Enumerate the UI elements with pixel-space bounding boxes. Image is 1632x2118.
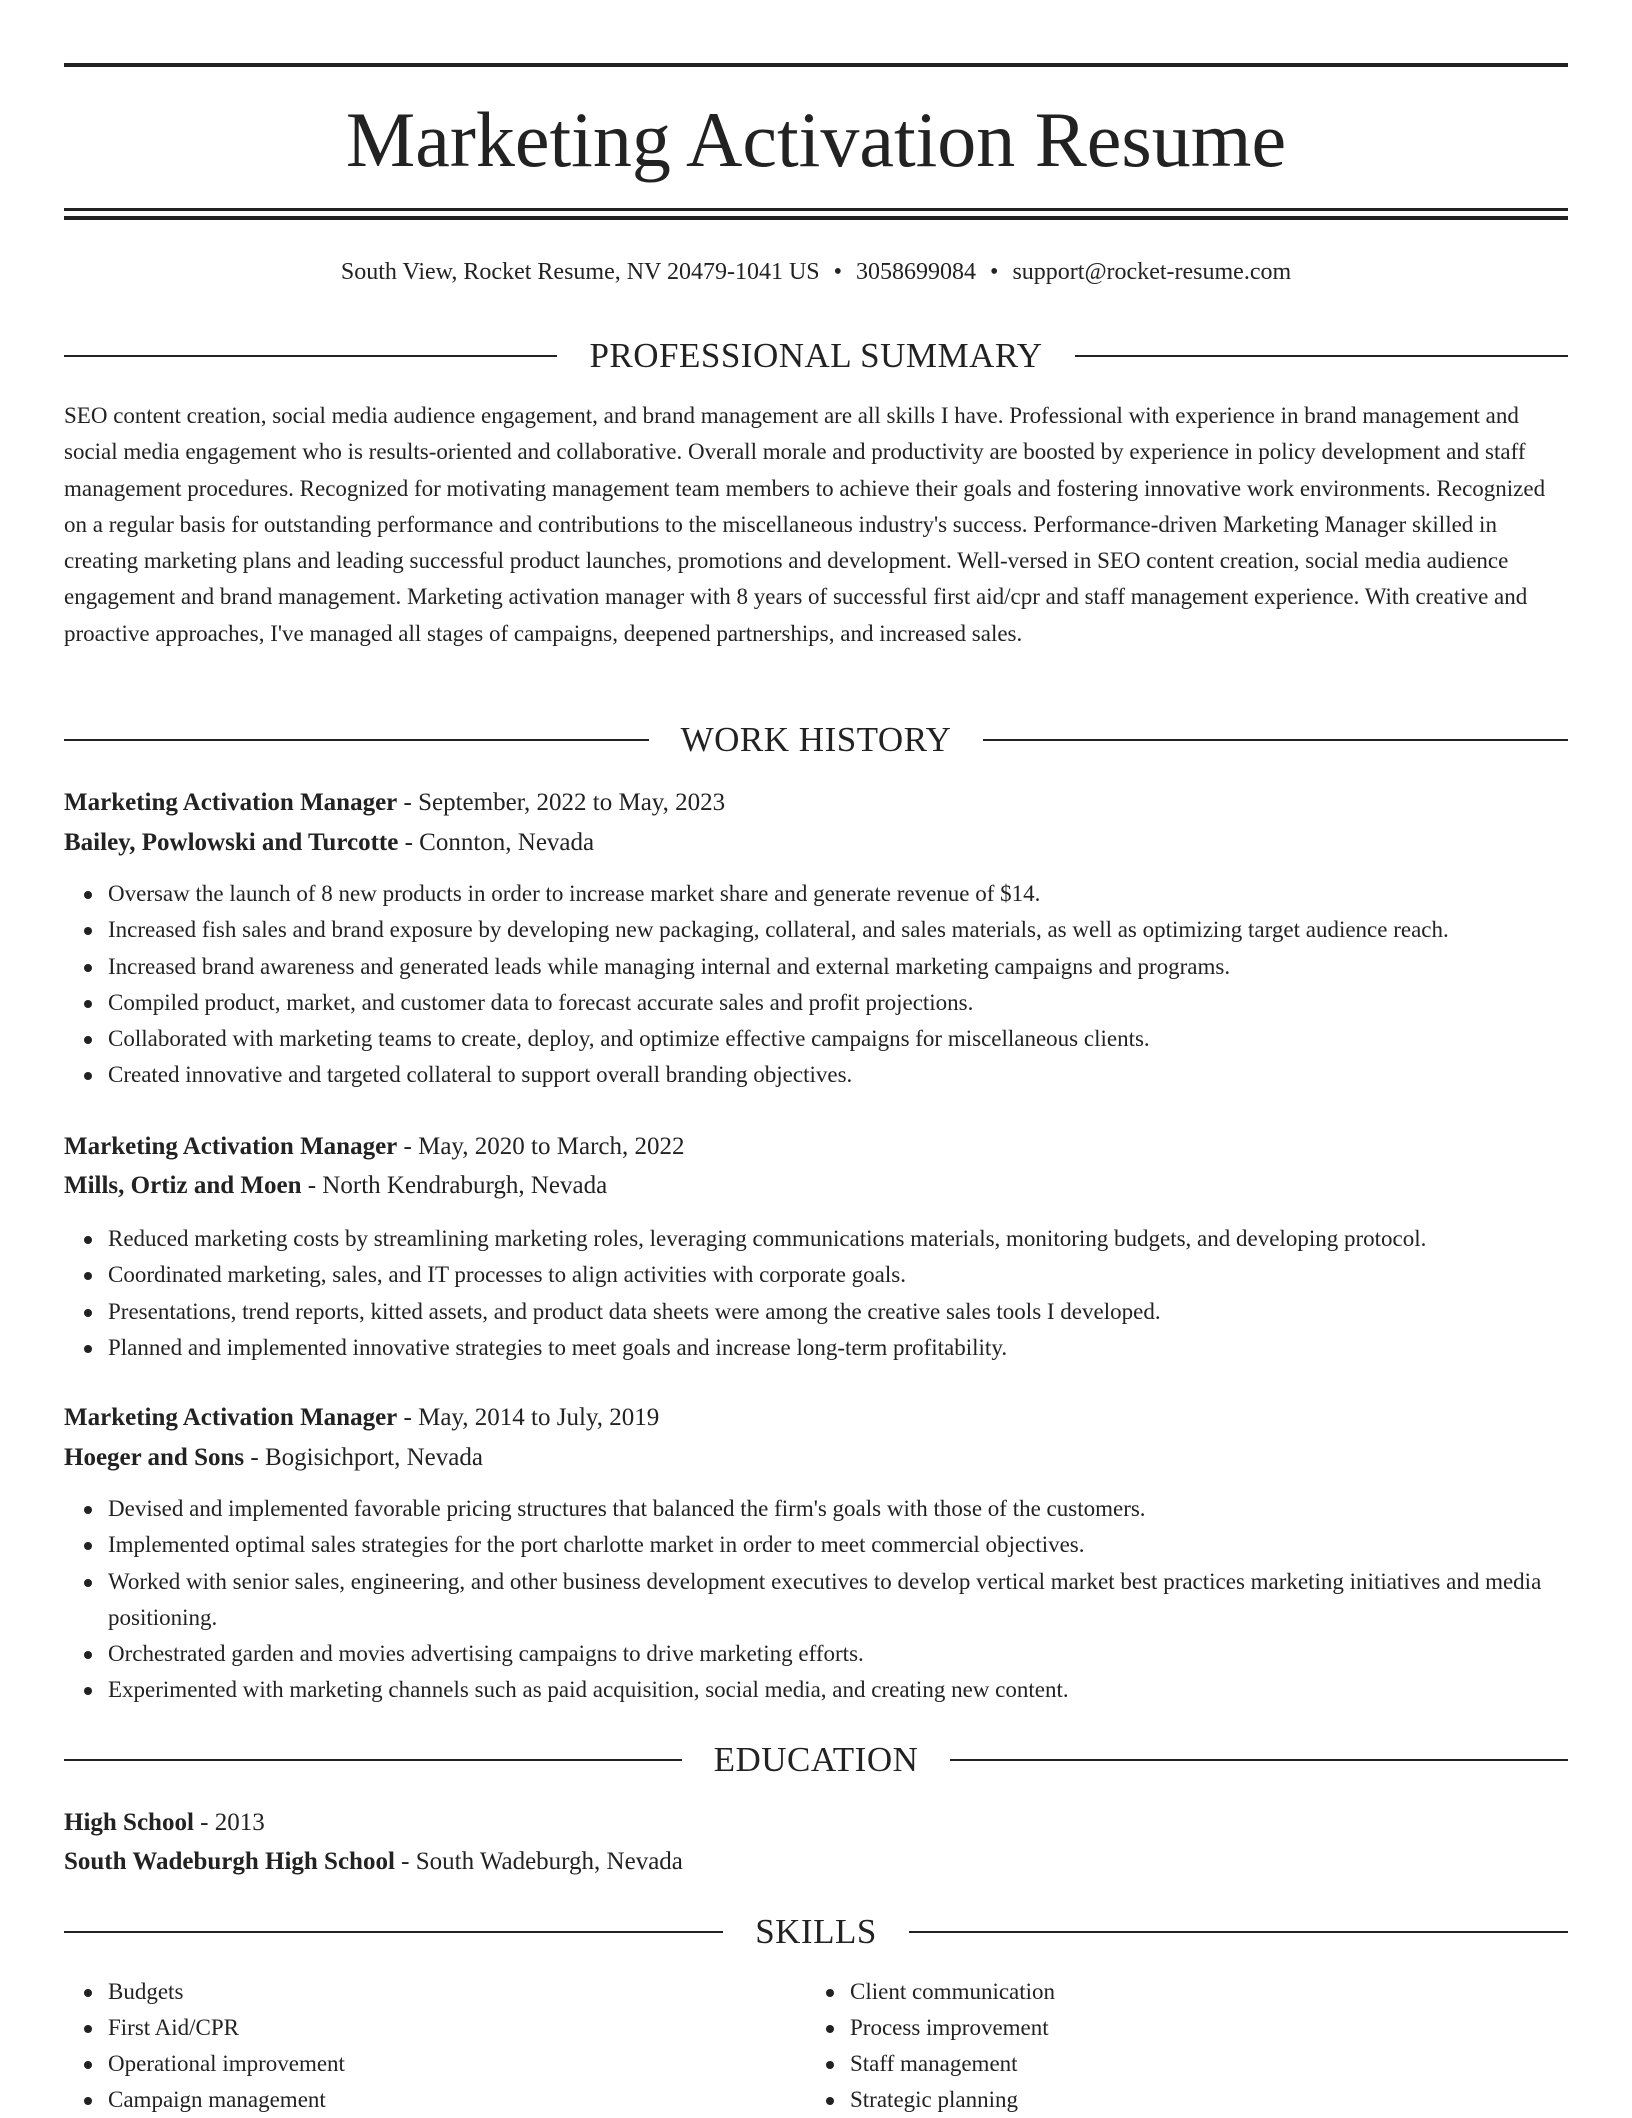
education-location: - South Wadeburgh, Nevada <box>394 1848 683 1875</box>
contact-separator: • <box>990 259 999 285</box>
section-divider <box>950 1759 1568 1761</box>
job-dates: - September, 2022 to May, 2023 <box>397 789 726 816</box>
skill-item: First Aid/CPR <box>108 2010 764 2046</box>
contact-line <box>64 254 1568 290</box>
job-title-line <box>64 784 1568 822</box>
contact-phone: 3058699084 <box>856 259 977 285</box>
skill-item: Campaign management <box>108 2082 764 2118</box>
job-company-line <box>64 824 1568 862</box>
job-bullets <box>64 876 1568 1094</box>
job-location: - Bogisichport, Nevada <box>244 1444 483 1471</box>
list-item: Experimented with marketing channels such as paid acquisition, social media, and creating new content. <box>108 1672 1568 1708</box>
list-item: Worked with senior sales, engineering, and other business development executives to develop vertical market best practices marketing initiatives and media positioning. <box>108 1564 1568 1637</box>
job-title: Marketing Activation Manager <box>64 1133 398 1160</box>
job-company: Mills, Ortiz and Moen <box>64 1172 302 1199</box>
section-heading-skills <box>64 1912 1568 1952</box>
job-title: Marketing Activation Manager <box>64 789 398 816</box>
skills-list-left <box>64 1974 764 2118</box>
section-divider <box>64 355 557 357</box>
skills-list-right <box>806 1974 1506 2118</box>
job-company-line <box>64 1439 1568 1477</box>
job-bullets <box>64 1221 1568 1366</box>
list-item: Planned and implemented innovative strategies to meet goals and increase long-term profitability. <box>108 1330 1568 1366</box>
section-divider <box>983 739 1568 741</box>
list-item: Orchestrated garden and movies advertising campaigns to drive marketing efforts. <box>108 1636 1568 1672</box>
list-item: Compiled product, market, and customer data to forecast accurate sales and profit projections. <box>108 985 1568 1021</box>
contact-address: South View, Rocket Resume, NV 20479-1041 US <box>340 259 820 285</box>
job-company: Bailey, Powlowski and Turcotte <box>64 829 399 856</box>
job-company-line <box>64 1167 1568 1205</box>
list-item: Reduced marketing costs by streamlining marketing roles, leveraging communications materials, monitoring budgets, and developing protocol. <box>108 1221 1568 1257</box>
header-bottom-rule-2 <box>64 216 1568 220</box>
list-item: Presentations, trend reports, kitted assets, and product data sheets were among the creative sales tools I developed. <box>108 1294 1568 1330</box>
section-divider <box>64 1759 682 1761</box>
section-divider <box>64 739 649 741</box>
job-title: Marketing Activation Manager <box>64 1404 398 1431</box>
job-dates: - May, 2020 to March, 2022 <box>397 1133 685 1160</box>
job-location: - Connton, Nevada <box>398 829 595 856</box>
resume-title: Marketing Activation Resume <box>345 96 1287 183</box>
contact-email: support@rocket-resume.com <box>1012 259 1292 285</box>
education-school: South Wadeburgh High School <box>64 1848 395 1875</box>
section-divider <box>1075 355 1568 357</box>
job-title-line <box>64 1128 1568 1166</box>
header-top-rule <box>64 63 1568 67</box>
section-heading-education <box>64 1740 1568 1780</box>
education-degree-line <box>64 1804 1568 1842</box>
education-school-line <box>64 1843 1568 1881</box>
section-divider <box>64 1931 723 1933</box>
section-title: EDUCATION <box>713 1740 919 1779</box>
job-bullets <box>64 1491 1568 1709</box>
contact-separator: • <box>833 259 843 285</box>
list-item: Increased brand awareness and generated leads while managing internal and external marketing campaigns and programs. <box>108 949 1568 985</box>
section-title: SKILLS <box>755 1912 877 1951</box>
skill-item: Process improvement <box>850 2010 1506 2046</box>
education-year: - 2013 <box>193 1809 265 1836</box>
list-item: Devised and implemented favorable pricing structures that balanced the firm's goals with those of the customers. <box>108 1491 1568 1527</box>
education-degree: High School <box>64 1809 194 1836</box>
list-item: Coordinated marketing, sales, and IT processes to align activities with corporate goals. <box>108 1257 1568 1293</box>
skill-item: Budgets <box>108 1974 764 2010</box>
skill-item: Staff management <box>850 2046 1506 2082</box>
list-item: Oversaw the launch of 8 new products in order to increase market share and generate revenue of $14. <box>108 876 1568 912</box>
skill-item: Operational improvement <box>108 2046 764 2082</box>
list-item: Collaborated with marketing teams to create, deploy, and optimize effective campaigns for miscellaneous clients. <box>108 1021 1568 1057</box>
section-title: PROFESSIONAL SUMMARY <box>589 336 1043 375</box>
skill-item: Client communication <box>850 1974 1506 2010</box>
job-dates: - May, 2014 to July, 2019 <box>397 1404 660 1431</box>
section-title: WORK HISTORY <box>680 720 952 759</box>
job-location: - North Kendraburgh, Nevada <box>301 1172 608 1199</box>
section-heading-work-history <box>64 720 1568 760</box>
list-item: Implemented optimal sales strategies for the port charlotte market in order to meet commercial objectives. <box>108 1527 1568 1563</box>
section-heading-summary <box>64 336 1568 376</box>
list-item: Created innovative and targeted collateral to support overall branding objectives. <box>108 1057 1568 1093</box>
list-item: Increased fish sales and brand exposure by developing new packaging, collateral, and sales materials, as well as optimizing target audience reach. <box>108 912 1568 948</box>
skill-item: Strategic planning <box>850 2082 1506 2118</box>
section-divider <box>909 1931 1568 1933</box>
job-title-line <box>64 1399 1568 1437</box>
summary-paragraph: SEO content creation, social media audience engagement, and brand management are all skills I have. Professional with experience in brand management and social media engagement who is results-oriented and collaborative. Overall morale and productivity are boosted by experience in policy development and staff management procedures. Recognized for motivating management team members to achieve their goals and fostering innovative work environments. Recognized on a regular basis for outstanding performance and contributions to the miscellaneous industry's success. Performance-driven Marketing Manager skilled in creating marketing plans and leading successful product launches, promotions and development. Well-versed in SEO content creation, social media audience engagement and brand management. Marketing activation manager with 8 years of successful first aid/cpr and staff management experience. With creative and proactive approaches, I've managed all stages of campaigns, deepened partnerships, and increased sales. <box>64 403 1546 646</box>
header-bottom-rule <box>64 208 1568 211</box>
job-company: Hoeger and Sons <box>64 1444 245 1471</box>
